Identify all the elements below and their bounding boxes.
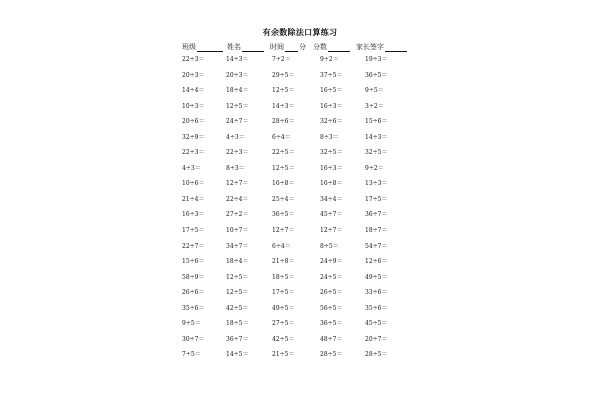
problem-item: 45÷7＝ bbox=[320, 211, 343, 219]
problem-item: 3÷2＝ bbox=[365, 102, 384, 110]
problem-row bbox=[0, 56, 600, 72]
problem-item: 58÷9＝ bbox=[182, 273, 205, 281]
score-label: 分数 bbox=[313, 43, 327, 51]
signature-label: 家长签字 bbox=[356, 43, 384, 51]
problem-item: 34÷7＝ bbox=[226, 242, 249, 250]
problem-row bbox=[0, 227, 600, 243]
problem-item: 4÷3＝ bbox=[226, 133, 245, 141]
problem-item: 9÷2＝ bbox=[320, 56, 339, 63]
problem-item: 21÷8＝ bbox=[272, 258, 295, 266]
problem-item: 17÷5＝ bbox=[365, 195, 388, 203]
parent-signature-field bbox=[356, 42, 407, 52]
problem-item: 35÷6＝ bbox=[365, 304, 388, 312]
problem-item: 10÷7＝ bbox=[226, 227, 249, 235]
problem-item: 16÷3＝ bbox=[320, 102, 343, 110]
problem-item: 17÷5＝ bbox=[272, 289, 295, 297]
problem-item: 24÷7＝ bbox=[226, 118, 249, 126]
problem-item: 42÷5＝ bbox=[272, 335, 295, 343]
problem-item: 18÷4＝ bbox=[226, 87, 249, 95]
problem-row bbox=[0, 87, 600, 103]
problem-item: 21÷5＝ bbox=[272, 351, 295, 359]
problem-item: 22÷3＝ bbox=[226, 149, 249, 157]
problem-item: 9÷5＝ bbox=[182, 320, 201, 328]
problem-item: 16÷3＝ bbox=[320, 164, 343, 172]
problem-item: 45÷5＝ bbox=[365, 320, 388, 328]
problem-item: 14÷5＝ bbox=[226, 351, 249, 359]
problem-item: 10÷6＝ bbox=[182, 180, 205, 188]
problem-item: 48÷7＝ bbox=[320, 335, 343, 343]
problem-item: 18÷5＝ bbox=[272, 273, 295, 281]
problem-item: 12÷5＝ bbox=[272, 87, 295, 95]
problem-item: 17÷5＝ bbox=[182, 227, 205, 235]
class-label: 班级 bbox=[182, 43, 196, 51]
problem-item: 22÷3＝ bbox=[182, 149, 205, 157]
time-blank bbox=[285, 43, 298, 52]
problem-item: 22÷3＝ bbox=[182, 56, 205, 63]
problem-item: 27÷5＝ bbox=[272, 320, 295, 328]
problem-item: 32÷6＝ bbox=[320, 118, 343, 126]
problem-item: 12÷5＝ bbox=[272, 164, 295, 172]
problem-item: 7÷2＝ bbox=[272, 56, 291, 63]
time-field bbox=[270, 42, 306, 52]
problem-item: 20÷3＝ bbox=[182, 71, 205, 79]
problem-item: 33÷6＝ bbox=[365, 289, 388, 297]
problem-item: 18÷4＝ bbox=[226, 258, 249, 266]
problem-item: 49÷5＝ bbox=[365, 273, 388, 281]
problem-item: 32÷5＝ bbox=[320, 149, 343, 157]
problem-item: 20÷3＝ bbox=[226, 71, 249, 79]
problem-item: 22÷4＝ bbox=[226, 195, 249, 203]
problem-item: 28÷6＝ bbox=[272, 118, 295, 126]
problem-item: 14÷3＝ bbox=[272, 102, 295, 110]
problem-item: 30÷7＝ bbox=[182, 335, 205, 343]
problem-item: 8÷5＝ bbox=[320, 242, 339, 250]
problem-item: 12÷5＝ bbox=[226, 102, 249, 110]
problem-item: 4÷3＝ bbox=[182, 164, 201, 172]
problem-item: 12÷6＝ bbox=[365, 258, 388, 266]
problem-item: 14÷4＝ bbox=[182, 87, 205, 95]
problem-row bbox=[0, 305, 600, 321]
problem-row bbox=[0, 134, 600, 150]
problem-item: 21÷4＝ bbox=[182, 195, 205, 203]
problem-item: 18÷5＝ bbox=[226, 320, 249, 328]
score-blank bbox=[328, 43, 350, 52]
problem-item: 14÷3＝ bbox=[226, 56, 249, 63]
problem-item: 14÷3＝ bbox=[365, 133, 388, 141]
problem-item: 12÷7＝ bbox=[320, 227, 343, 235]
problem-row bbox=[0, 289, 600, 305]
problem-item: 37÷5＝ bbox=[320, 71, 343, 79]
problem-item: 9÷2＝ bbox=[365, 164, 384, 172]
problem-item: 36÷7＝ bbox=[226, 335, 249, 343]
problem-row bbox=[0, 274, 600, 290]
problem-item: 9÷5＝ bbox=[365, 87, 384, 95]
problem-item: 8÷3＝ bbox=[320, 133, 339, 141]
problem-item: 24÷5＝ bbox=[320, 273, 343, 281]
problem-row bbox=[0, 336, 600, 352]
problem-item: 26÷6＝ bbox=[182, 289, 205, 297]
problem-item: 16÷5＝ bbox=[320, 87, 343, 95]
problem-row bbox=[0, 118, 600, 134]
problem-item: 16÷8＝ bbox=[320, 180, 343, 188]
problem-item: 34÷4＝ bbox=[320, 195, 343, 203]
problem-item: 27÷2＝ bbox=[226, 211, 249, 219]
worksheet-title: 有余数除法口算练习 bbox=[262, 27, 338, 37]
problem-item: 6÷4＝ bbox=[272, 133, 291, 141]
problem-row bbox=[0, 320, 600, 336]
problem-row bbox=[0, 196, 600, 212]
problem-item: 56÷5＝ bbox=[320, 304, 343, 312]
name-label: 姓名 bbox=[227, 43, 241, 51]
problem-row bbox=[0, 180, 600, 196]
problem-row bbox=[0, 103, 600, 119]
problem-row bbox=[0, 149, 600, 165]
problem-item: 12÷5＝ bbox=[226, 289, 249, 297]
score-field bbox=[313, 42, 350, 52]
class-blank bbox=[197, 43, 223, 52]
problem-item: 28÷5＝ bbox=[365, 351, 388, 359]
time-label: 时间 bbox=[270, 43, 284, 51]
problem-item: 19÷3＝ bbox=[365, 56, 388, 63]
problem-item: 13÷3＝ bbox=[365, 180, 388, 188]
problem-item: 29÷5＝ bbox=[272, 71, 295, 79]
problem-item: 16÷3＝ bbox=[182, 211, 205, 219]
problem-item: 32÷9＝ bbox=[182, 133, 205, 141]
problem-item: 20÷7＝ bbox=[365, 335, 388, 343]
problem-row bbox=[0, 258, 600, 274]
problem-item: 20÷6＝ bbox=[182, 118, 205, 126]
problem-row bbox=[0, 243, 600, 259]
problem-item: 36÷5＝ bbox=[365, 71, 388, 79]
problem-row bbox=[0, 72, 600, 88]
class-field bbox=[182, 42, 223, 52]
problem-item: 36÷7＝ bbox=[365, 211, 388, 219]
problem-grid bbox=[0, 56, 600, 367]
problem-item: 54÷7＝ bbox=[365, 242, 388, 250]
problem-item: 49÷5＝ bbox=[272, 304, 295, 312]
problem-item: 24÷9＝ bbox=[320, 258, 343, 266]
problem-item: 15÷6＝ bbox=[182, 258, 205, 266]
problem-row bbox=[0, 211, 600, 227]
problem-item: 15÷6＝ bbox=[365, 118, 388, 126]
problem-item: 36÷5＝ bbox=[320, 320, 343, 328]
problem-row bbox=[0, 351, 600, 367]
student-info-row bbox=[0, 42, 600, 54]
problem-item: 35÷6＝ bbox=[182, 304, 205, 312]
problem-item: 22÷5＝ bbox=[272, 149, 295, 157]
name-field bbox=[227, 42, 264, 52]
name-blank bbox=[242, 43, 264, 52]
problem-row bbox=[0, 165, 600, 181]
problem-item: 12÷7＝ bbox=[272, 227, 295, 235]
problem-item: 10÷3＝ bbox=[182, 102, 205, 110]
problem-item: 28÷5＝ bbox=[320, 351, 343, 359]
signature-blank bbox=[385, 43, 407, 52]
problem-item: 32÷5＝ bbox=[365, 149, 388, 157]
problem-item: 42÷5＝ bbox=[226, 304, 249, 312]
problem-item: 25÷4＝ bbox=[272, 195, 295, 203]
problem-item: 26÷5＝ bbox=[320, 289, 343, 297]
problem-item: 18÷7＝ bbox=[365, 227, 388, 235]
problem-item: 12÷7＝ bbox=[226, 180, 249, 188]
problem-item: 16÷8＝ bbox=[272, 180, 295, 188]
problem-item: 6÷4＝ bbox=[272, 242, 291, 250]
problem-item: 8÷3＝ bbox=[226, 164, 245, 172]
minute-label: 分 bbox=[299, 43, 306, 51]
problem-item: 7÷5＝ bbox=[182, 351, 201, 359]
problem-item: 36÷5＝ bbox=[272, 211, 295, 219]
problem-item: 22÷7＝ bbox=[182, 242, 205, 250]
problem-item: 12÷5＝ bbox=[226, 273, 249, 281]
